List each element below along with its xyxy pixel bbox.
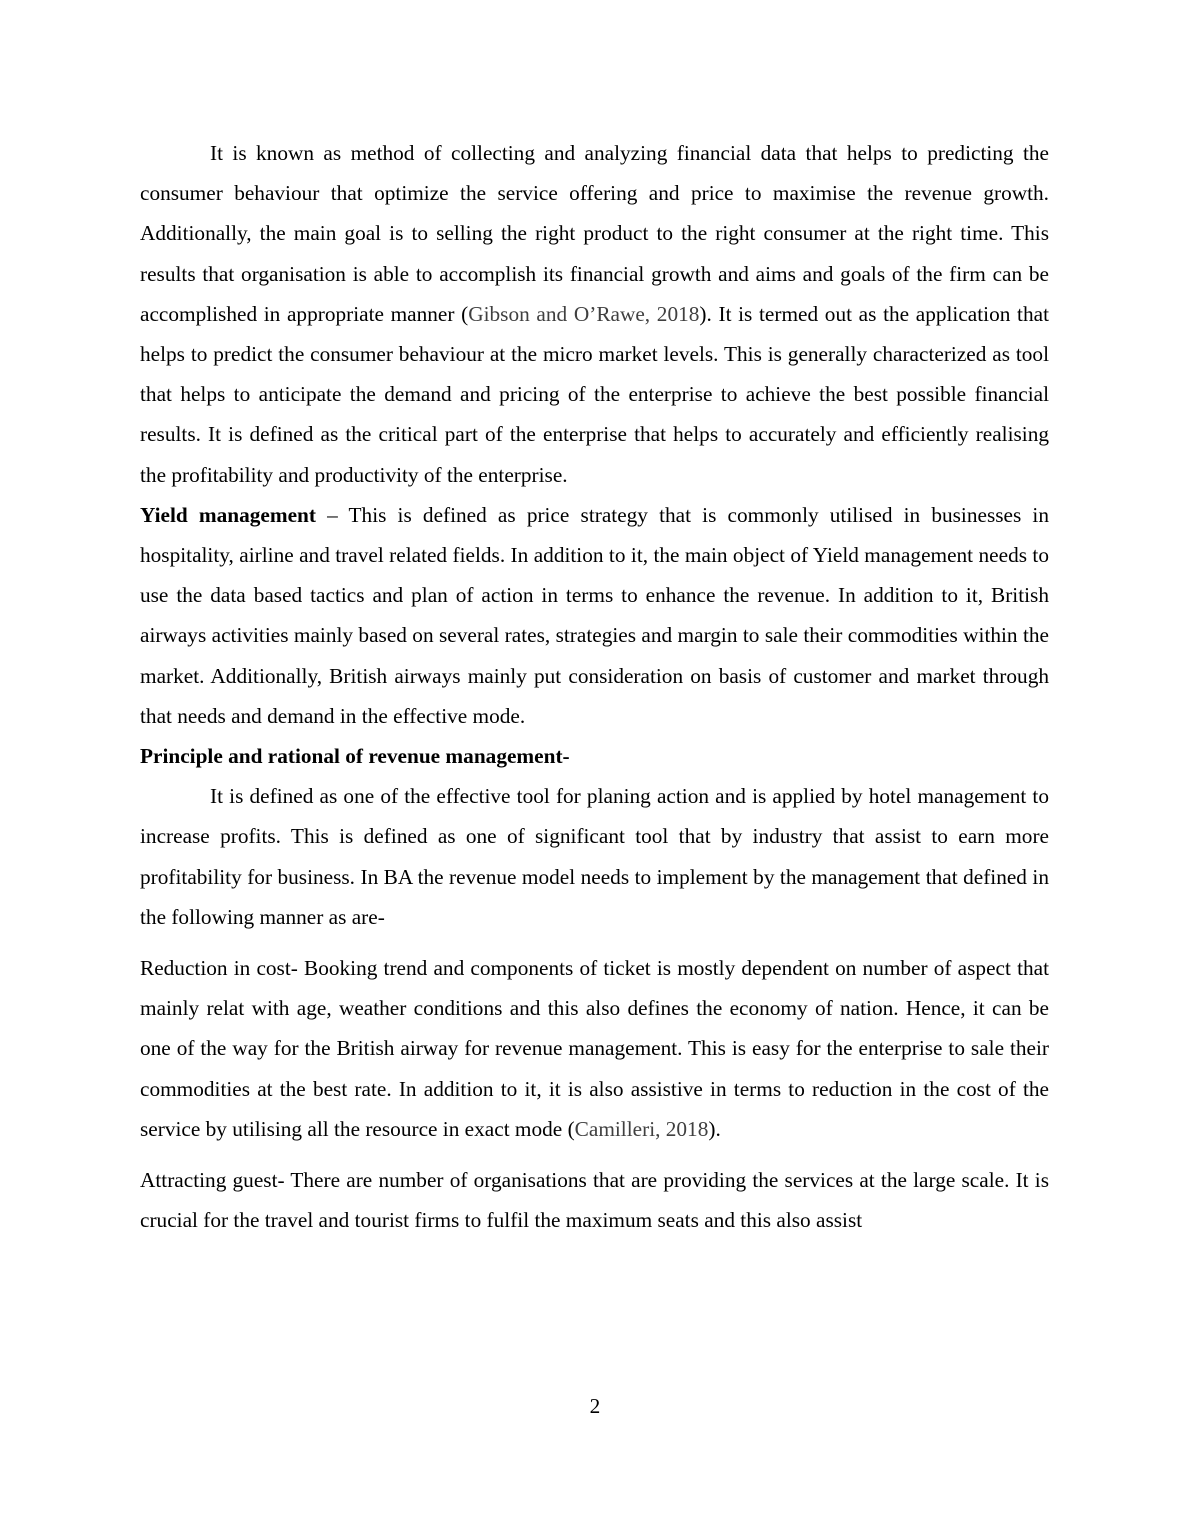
yield-management-text: – This is defined as price strategy that is commonly utilised in businesses in hospitality, airline and travel related fields. In addition to it, the main object of Yield management needs to use the data based tactics and plan of action in terms to enhance the revenue. In addition to it, British airways activities mainly based on several rates, strategies and margin to sale their commodities within the market. Additionally, British airways mainly put consideration on basis of customer and market through that needs and demand in the effective mode. <box>140 502 1049 728</box>
reduction-text-after: ). <box>708 1116 721 1141</box>
citation-camilleri: Camilleri, 2018 <box>574 1116 709 1141</box>
citation-gibson: Gibson and O’Rawe, 2018 <box>468 301 700 326</box>
intro-text-before: It is known as method of collecting and analyzing financial data that helps to predicting the consumer behaviour that optimize the service offering and price to maximise the revenue growth. Additionally, the main goal is to selling the right product to the right consumer at the right time. This results that organisation is able to accomplish its financial growth and aims and goals of the firm can be accomplished in appropriate manner ( <box>140 141 1049 326</box>
section-heading: Principle and rational of revenue management- <box>140 744 570 769</box>
attracting-guest-paragraph: Attracting guest- There are number of organisations that are providing the services at the large scale. It is crucial for the travel and tourist firms to fulfil the maximum seats and this also assist <box>140 1168 1049 1233</box>
principle-paragraph: It is defined as one of the effective tool for planing action and is applied by hotel management to increase profits. This is defined as one of significant tool that by industry that assist to earn more profitability for business. In BA the revenue model needs to implement by the management that defined in the following manner as are- <box>140 784 1049 929</box>
intro-text-after: ). It is termed out as the application that helps to predict the consumer behaviour at the micro market levels. This is generally characterized as tool that helps to anticipate the demand and pricing of the enterprise to achieve the best possible financial results. It is defined as the critical part of the enterprise that helps to accurately and efficiently realising the profitability and productivity of the enterprise. <box>140 301 1049 487</box>
intro-paragraph <box>140 133 1049 495</box>
page-number: 2 <box>589 1394 601 1418</box>
reduction-text-before: Reduction in cost- Booking trend and components of ticket is mostly dependent on number of aspect that mainly relat with age, weather conditions and this also defines the economy of nation. Hence, it can be one of the way for the British airway for revenue management. This is easy for the enterprise to sale their commodities at the best rate. In addition to it, it is also assistive in terms to reduction in the cost of the service by utilising all the resource in exact mode ( <box>140 956 1049 1141</box>
yield-management-paragraph <box>140 495 1049 736</box>
reduction-in-cost-paragraph <box>140 948 1049 1149</box>
document-page <box>140 133 1049 1240</box>
yield-management-term: Yield management <box>140 502 316 527</box>
